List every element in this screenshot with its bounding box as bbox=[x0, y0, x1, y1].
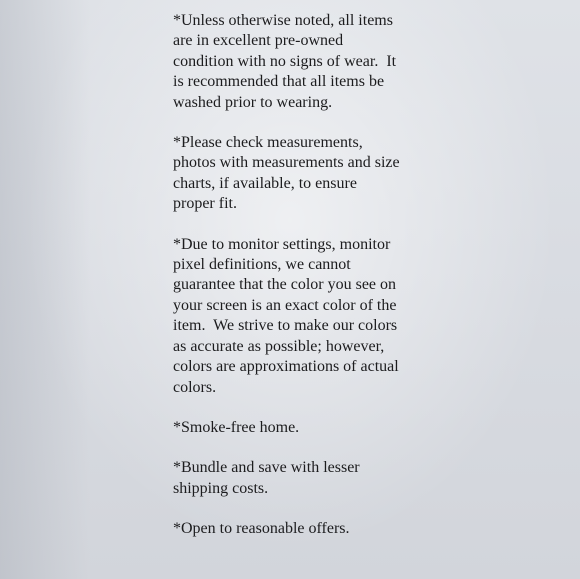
note-line: photos with measurements and size bbox=[173, 154, 400, 172]
note-line: pixel definitions, we cannot bbox=[173, 256, 351, 274]
note-condition bbox=[173, 11, 443, 113]
note-line: charts, if available, to ensure bbox=[173, 174, 357, 192]
note-line: colors are approximations of actual bbox=[173, 358, 399, 376]
note-line: *Smoke-free home. bbox=[173, 418, 300, 436]
note-smoke-free bbox=[173, 418, 443, 438]
note-line: *Due to monitor settings, monitor bbox=[173, 235, 391, 253]
note-line: shipping costs. bbox=[173, 479, 269, 497]
note-line: guarantee that the color you see on bbox=[173, 276, 397, 294]
note-measurements bbox=[173, 133, 443, 215]
note-line: is recommended that all items be bbox=[173, 73, 385, 91]
note-bundle bbox=[173, 458, 443, 499]
note-line: *Unless otherwise noted, all items bbox=[173, 12, 393, 29]
note-line: *Open to reasonable offers. bbox=[173, 520, 350, 538]
listing-notes bbox=[173, 11, 443, 560]
note-line: are in excellent pre-owned bbox=[173, 32, 344, 50]
note-line: condition with no signs of wear. It bbox=[173, 52, 397, 70]
note-line: as accurate as possible; however, bbox=[173, 337, 385, 355]
note-line: your screen is an exact color of the bbox=[173, 296, 397, 314]
note-line: colors. bbox=[173, 378, 217, 396]
note-line: *Bundle and save with lesser bbox=[173, 459, 360, 477]
note-colors bbox=[173, 235, 443, 398]
note-offers bbox=[173, 519, 443, 539]
paper-shadow bbox=[0, 0, 90, 579]
note-line: washed prior to wearing. bbox=[173, 93, 333, 111]
note-line: item. We strive to make our colors bbox=[173, 317, 398, 335]
note-line: *Please check measurements, bbox=[173, 134, 363, 152]
note-line: proper fit. bbox=[173, 195, 237, 213]
